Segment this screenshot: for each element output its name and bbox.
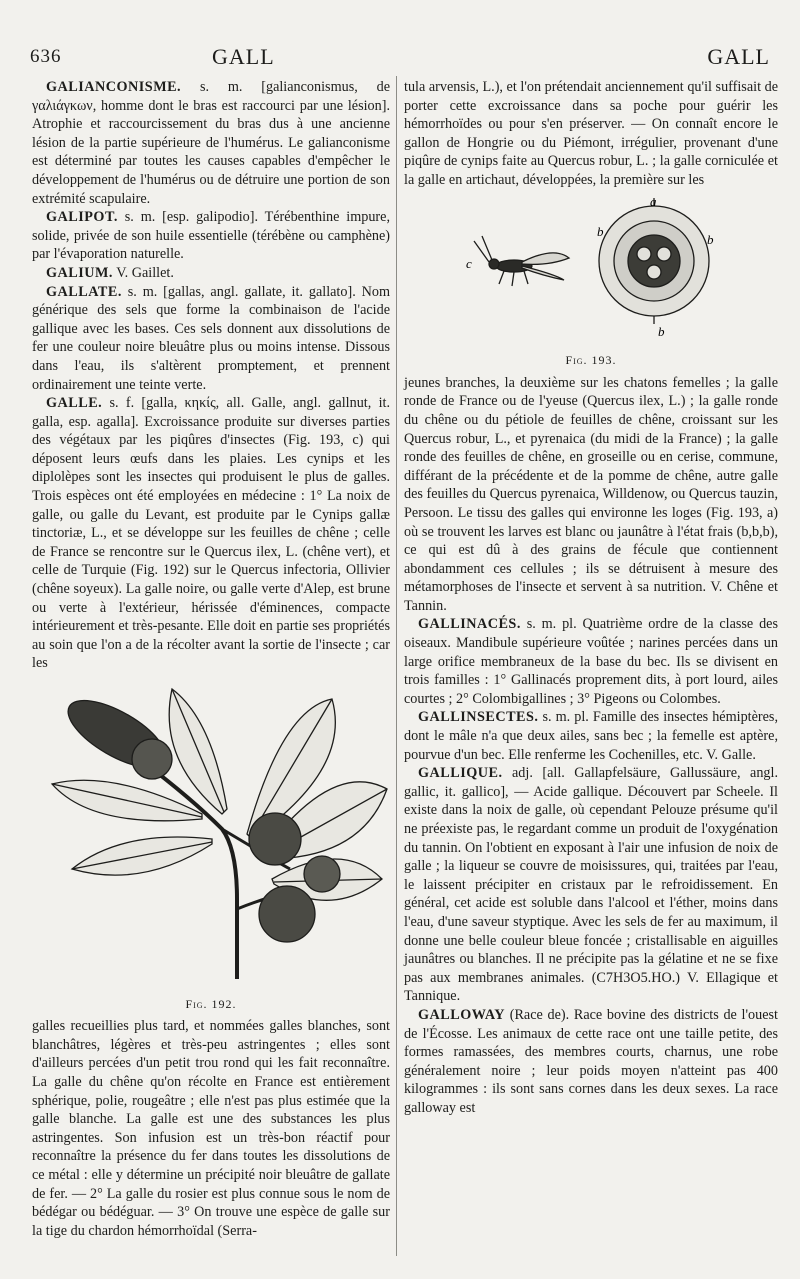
headword: GALLE.: [46, 395, 103, 412]
entry-gallate: [32, 283, 390, 395]
page-number: 636: [30, 46, 62, 67]
figure-192-caption: Fig. 192.: [185, 996, 237, 1011]
galle-continuation: tula arvensis, L.), et l'on prétendait anciennement qu'il suffisait de porter cette excroissance dans sa poche pour guérir les hémorrhoïdes ou pour s'en préserver. — On connaît encore le gallon de Hongrie ou du Piémont, irrégulier, provenant d'une piqûre de cynips faite au Quercus robur, L. ; la galle corniculée et la galle en artichaut, développées, la première sur les: [404, 79, 778, 188]
headword: GALIANCONISME.: [46, 79, 182, 95]
entry-galle: [32, 394, 390, 673]
gall-ball: [249, 813, 301, 865]
entry-text: s. m. pl. Quatrième ordre de la classe des oiseaux. Mandibule supérieure voûtée ; narines percées dans un large orifice membraneux de la base du bec. Ils se divisent en trois familles : 1° Gallinacés proprement dits, à port lourd, ailes courtes ; 2° Colombigallines ; 3° Pigeons ou Colombes.: [404, 616, 778, 707]
running-head-left: GALL: [212, 44, 275, 69]
figure-193-caption: Fig. 193.: [565, 353, 617, 368]
entry-text: s. m. [galianconismus, de γαλιάγκων, homme dont le bras est raccourci par une lésion]. Atrophie et raccourcissement du bras dus à une ancienne lésion de la partie supérieure de l'humérus. Le galianconisme est déterminé par toutes les causes capables d'empêcher le développement de l'humérus ou de détruire une portion de son extrémité scapulaire.: [32, 79, 390, 207]
headword: GALLINACÉS.: [418, 616, 521, 633]
headword: GALLOWAY: [418, 1006, 506, 1023]
entry-text: s. f. [galla, κηκίς, all. Galle, angl. gallnut, it. galla, esp. agalla]. Excroissance produite sur diverses parties des végétaux par les piqûres d'insectes (Fig. 193, c) qui déposent leurs œufs dans les plaies. Les cynips et les diplolèpes sont les insectes qui produisent le plus de galles. Trois espèces ont été employées en médecine : 1° La noix de galle, ou galle du Levant, est produite par le Cynips gallæ tinctoriæ, L., et se développe sur les feuilles de chêne ; celle de France se rencontre sur le Quercus ilex, L. (chêne vert), et celle de Turquie (Fig. 192) sur le Quercus infectoria, Ollivier (chêne soyeux). La galle noire, ou galle verte d'Alep, est brune ou verte à l'extérieur, hérissée d'éminences, compacte intérieurement et très-pesante. Elle doit en partie ses propriétés au soin que l'on a de la récolter avant la sortie de l'insecte ; car les: [32, 395, 390, 672]
headword: GALLIQUE.: [418, 765, 503, 782]
figure-label-b-left: b: [597, 223, 604, 239]
gall-ball: [304, 856, 340, 892]
gall-section-illustration: [404, 196, 778, 346]
headword: GALIPOT.: [46, 209, 118, 226]
entry-gallinaces: [404, 615, 778, 708]
entry-text: s. m. [gallas, angl. gallate, it. gallato]. Nom générique des sels que forme la combinaison de l'acide gallique avec les bases. Ces sels donnent aux dissolutions de fer une couleur noire bleuâtre plus ou moins intense. Dissous dans l'eau, ils s'altèrent promptement, et prennent ordinairement une teinte verte.: [32, 283, 390, 393]
entry-text: (Race de). Race bovine des districts de l'ouest de l'Écosse. Les animaux de cette race ont une taille petite, des formes ramassées, des membres courts, charnus, une robe généralement noire ; leur poids moyen n'atteint pas 400 kilogrammes : ils sont sans cornes dans les deux sexes. La race galloway est: [404, 1006, 778, 1116]
galle-continued-text: galles recueillies plus tard, et nommées galles blanches, sont blanchâtres, légères et très-peu astringentes ; elles sont d'ailleurs percées d'un petit trou rond qui les fait reconnaître. La galle du chêne qu'on récolte en France est entièrement sphérique, polie, rougeâtre ; elle n'est pas plus estimée que la galle blanche. La galle est une des substances les plus astringentes. Son infusion est un très-bon réactif pour reconnaître la présence du fer dans toutes les dissolutions de ce métal : elle y détermine un précipité noir bleuâtre de gallate de fer. — 2° La galle du rosier est plus connue sous le nom de bédégar ou bédéguar. — 3° On trouve une espèce de galle sur la tige du chardon hémorrhoïdal (Serra-: [32, 1018, 390, 1239]
figure-193: [404, 196, 778, 370]
entry-gallique: [404, 764, 778, 1006]
page-header: [30, 42, 778, 72]
figure-label-a: a: [650, 195, 657, 209]
figure-label-b-right: b: [707, 231, 714, 247]
running-head-right: GALL: [707, 44, 770, 69]
entry-text: s. m. pl. Famille des insectes hémiptères, dont le mâle n'a que deux ailes, sans bec ; la femelle est aptère, pourvue d'un bec. Elle renferme les Cochenilles, etc. V. Galle.: [404, 709, 778, 763]
right-column: [404, 78, 778, 1118]
left-column: [32, 78, 390, 1240]
gall-ball: [259, 886, 315, 942]
entry-galipot: [32, 208, 390, 264]
figure-label-c: c: [466, 255, 472, 271]
figure-192: [32, 679, 390, 1013]
galle-continued-right: jeunes branches, la deuxième sur les chatons femelles ; la galle ronde de France ou de l'yeuse (Quercus ilex, L.) ; la galle ronde du chêne ou du pétiole de feuilles de chêne, croissant sur les Quercus robur, L., et pyrenaica (du midi de la France) ; la galle ronde des feuilles de chêne, en groseille ou en cerise, commune, différant de la précédente et de la pomme de chêne, autre galle des feuilles du Quercus pyrenaica, Willdenow, ou Quercus tauzin, Persoon. Le tissu des galles qui environne les loges (Fig. 193, a) où se trouvent les larves est blanc ou jaunâtre à l'état frais (b,b,b), ce qui est dû à des grains de fécule que contiennent abondamment ces cellules ; ils se détruisent à mesure des métamorphoses de l'insecte et servent à sa nutrition. V. Chêne et Tannin.: [404, 374, 778, 614]
entry-galloway: [404, 1006, 778, 1118]
headword: GALIUM.: [46, 264, 113, 281]
headword: GALLATE.: [46, 283, 122, 300]
entry-galium: [32, 264, 390, 283]
headword: GALLINSECTES.: [418, 709, 539, 726]
entry-text: adj. [all. Gallapfelsäure, Gallussäure, angl. gallic, it. gallico], — Acide gallique. Découvert par Scheele. Il existe dans la noix de galle, où cependant Pelouze présume qu'il ne préexiste pas, le regardant comme un produit de l'oxygénation du tannin. On l'obtient en exposant à l'air une infusion de noix de galle ; la liqueur se couvre de moisissures, qui, traitées par l'eau, le laissent précipiter en cristaux par le refroidissement. En général, cet acide est soluble dans l'alcool et l'éther, moins dans l'eau, d'une saveur styptique. Avec les sels de fer au maximum, il donne une belle couleur bleue foncée ; cristallisable en aiguilles jaunâtres ou blanches. Il ne précipite pas la gélatine et ne se fixe pas aux membranes animales. (C7H3O5.HO.) V. Ellagique et Tannique.: [404, 765, 778, 1005]
column-divider: [396, 76, 397, 1256]
cynips-insect: [474, 236, 569, 286]
entry-galianconisme: [32, 78, 390, 208]
entry-gallinsectes: [404, 708, 778, 764]
figure-label-b-bottom: b: [658, 323, 665, 339]
oak-gall-illustration: [32, 679, 390, 989]
entry-text: V. Gaillet.: [112, 264, 174, 281]
entry-text: s. m. [esp. galipodio]. Térébenthine impure, solide, privée de son huile essentielle (térébène ou camphène) par l'évaporation naturelle.: [32, 209, 390, 263]
